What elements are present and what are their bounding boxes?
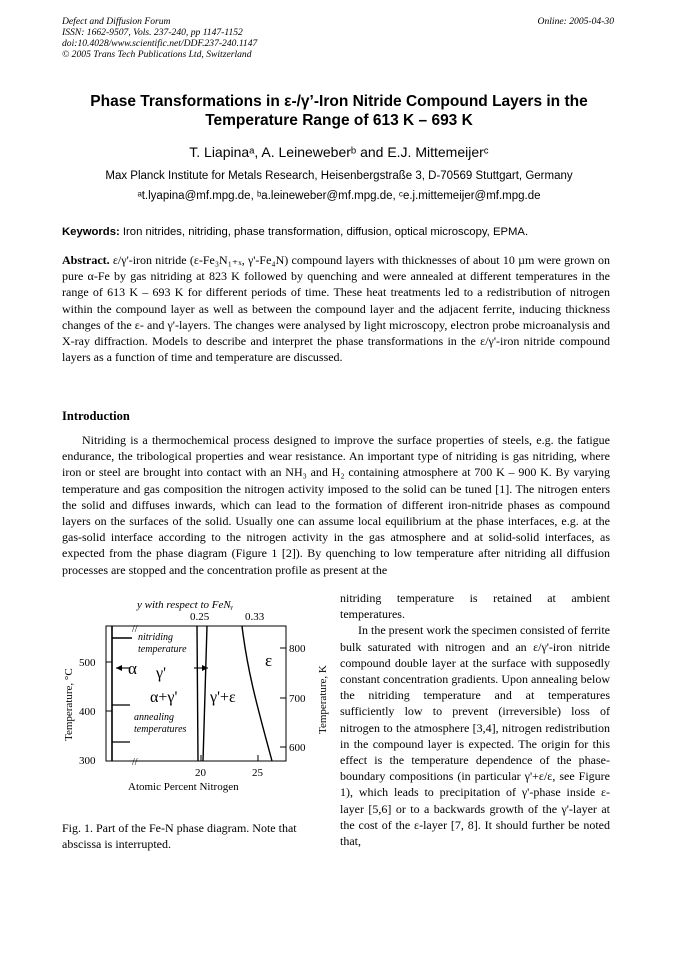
gamma-right-boundary (203, 626, 207, 761)
online-date: Online: 2005-04-30 (537, 16, 614, 27)
svg-text://: // (132, 624, 138, 635)
right-tick-label: 700 (289, 693, 306, 705)
abstract-text: ε/γ'-iron nitride (ε-Fe₃N₁₊ₓ, γ'-Fe₄N) compound layers with thicknesses of about 10 µm were grown on pure α-Fe by gas nitriding at 823 K followed by quenching and were annealed at different temperatures in the range of 613 K – 693 K for different periods of time. These heat treatments led to a redistribution of nitrogen within the compound layer as well as between the compound layer and the adjacent ferrite, inducing thickness changes of the ε- and γ'-layers. The changes were analysed by light microscopy, electron probe microanalysis and X-ray diffraction. Models to describe and interpret the phase transformations in the ε/γ'-iron nitride compound layers as a function of time and temperature are discussed. (62, 253, 611, 365)
annotation-nitriding-temp: temperature (138, 644, 187, 655)
keywords-text: Iron nitrides, nitriding, phase transformation, diffusion, optical microscopy, EPMA. (122, 226, 529, 238)
abstract (62, 252, 610, 365)
abstract-label: Abstract. (62, 253, 110, 267)
top-tick-label: 0.25 (190, 611, 210, 623)
annotation-annealing: annealing (134, 712, 174, 723)
keywords (62, 226, 616, 238)
right-axis-label: Temperature, K (317, 665, 329, 734)
doi: doi:10.4028/www.scientific.net/DDF.237-240.1147 (62, 38, 258, 49)
phase-label-gamma: γ' (156, 665, 166, 682)
right-paragraph-2: In the present work the specimen consisted of ferrite bulk saturated with nitrogen and an ε/γ'-iron nitride compound double layer at the surface with supposedly constant concentration gradients. Upon annealing below the nitriding temperature and at temperatures sufficiently low to prevent (irreversible) loss of nitrogen to the atmosphere [3,4], nitrogen redistribution in the compound layer is expected. The origin for this effect is the temperature dependence of the phase-boundary compositions (in particular γ'+ε/ε, see Figure 1), which leads to precipitation of γ'-phase inside ε-layer [5,6] or to a backwards growth of the γ'-layer at the cost of the ε-layer [7, 8]. It should further be noted that, (340, 623, 610, 849)
top-tick-label: 0.33 (245, 611, 265, 623)
annotation-nitriding: nitriding (138, 632, 174, 643)
figure-top-label: y with respect to FeNᵧ (137, 599, 234, 611)
phase-label-alpha: α (128, 659, 137, 678)
right-column (340, 590, 610, 849)
right-tick-label: 800 (289, 643, 306, 655)
left-tick-label: 500 (79, 657, 96, 669)
copyright: © 2005 Trans Tech Publications Ltd, Switzerland (62, 49, 252, 60)
plot-frame (106, 626, 286, 761)
left-tick-label: 400 (79, 706, 96, 718)
authors: T. Liapinaᵃ, A. Leineweberᵇ and E.J. Mittemeijerᶜ (189, 144, 489, 160)
x-tick-label: 20 (195, 767, 206, 779)
right-paragraph-1: nitriding temperature is retained at ambient temperatures. (340, 591, 610, 622)
keywords-label: Keywords: (62, 226, 120, 238)
x-axis-label: Atomic Percent Nitrogen (128, 781, 239, 793)
phase-label-epsilon: ε (265, 651, 273, 670)
annotation-annealing-temp: temperatures (134, 724, 187, 735)
journal-name: Defect and Diffusion Forum (62, 16, 171, 27)
section-title: Introduction (62, 409, 130, 423)
right-tick-label: 600 (289, 742, 306, 754)
phase-label-gamma-epsilon: γ'+ε (210, 689, 236, 706)
phase-diagram-figure (62, 596, 332, 801)
journal-header (62, 16, 257, 60)
epsilon-boundary (242, 626, 272, 761)
intro-paragraph: Nitriding is a thermochemical process designed to improve the surface properties of steels, e.g. the fatigue endurance, the tribological properties and wear resistance. An important type of nitriding is gas nitriding, where iron or steel are brought into contact with an NH₃ and H₂ containing atmosphere at 700 K – 900 K. By varying temperature and gas composition the nitrogen activity imposed to the solid can be tuned [1]. The nitrogen enters the solid and diffuses inwards, which can lead to the formation of different iron-nitride phases as compound layers on the surfaces of the solid. Usually one can assume local equilibrium at the phase interfaces, e.g. at the gas-solid interface according to the nitrogen activity in the gas atmosphere and at solid-solid interfaces, as expected from the phase diagram (Figure 1 [2]). By quenching to low temperature after nitriding all diffusion processes are stopped and the concentration profile as present at the (62, 433, 610, 577)
phase-label-alpha-gamma: α+γ' (150, 689, 178, 706)
issn: ISSN: 1662-9507, Vols. 237-240, pp 1147-1152 (62, 27, 243, 38)
figure-caption: Fig. 1. Part of the Fe-N phase diagram. Note that abscissa is interrupted. (62, 821, 297, 851)
x-tick-label: 25 (252, 767, 263, 779)
left-axis-label: Temperature, °C (63, 668, 75, 741)
svg-text://: // (132, 757, 138, 768)
affiliation: Max Planck Institute for Metals Research, Heisenbergstraße 3, D-70569 Stuttgart, Germany (105, 170, 573, 182)
author-emails: ᵃt.lyapina@mf.mpg.de, ᵇa.leineweber@mf.mpg.de, ᶜe.j.mittemeijer@mf.mpg.de (137, 190, 541, 202)
paper-title: Phase Transformations in ε-/γ’-Iron Nitride Compound Layers in the Temperature Range of 613 K – 693 K (90, 93, 588, 129)
left-tick-label: 300 (79, 755, 96, 767)
gamma-left-boundary (197, 626, 198, 761)
